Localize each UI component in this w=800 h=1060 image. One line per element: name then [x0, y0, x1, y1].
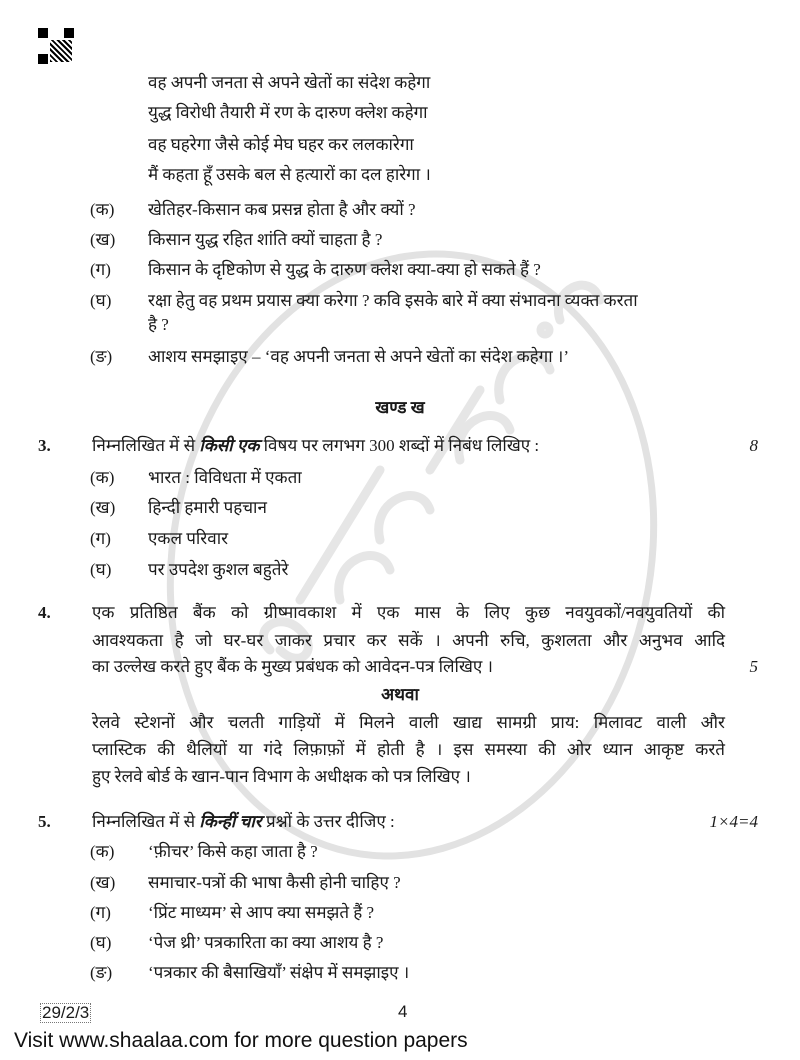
item-label: (ग) [90, 903, 111, 922]
item-label: (क) [90, 468, 115, 487]
question-text: ‘फ़ीचर’ किसे कहा जाता है ? [148, 842, 318, 861]
item-label: (ग) [90, 260, 111, 279]
item-label: (ख) [90, 498, 116, 517]
question-line: का उल्लेख करते हुए बैंक के मुख्य प्रबंधक को आवेदन-पत्र लिखिए । [92, 657, 493, 676]
essay-topic: हिन्दी हमारी पहचान [148, 498, 267, 517]
question-number: 3. [38, 436, 51, 455]
question-text: खेतिहर-किसान कब प्रसन्न होता है और क्यों ? [148, 200, 416, 219]
essay-topic: पर उपदेश कुशल बहुतेरे [148, 560, 289, 579]
marks: 8 [749, 436, 758, 455]
item-label: (ख) [90, 873, 116, 892]
prompt-emphasis: किन्हीं चार [199, 812, 262, 831]
page-number: 4 [398, 1002, 408, 1021]
question-text: ‘पत्रकार की बैसाखियाँ’ संक्षेप में समझाइए । [148, 963, 410, 982]
paper-code: 29/2/3 [42, 1003, 90, 1022]
prompt-text: प्रश्नों के उत्तर दीजिए : [261, 812, 395, 831]
poem-line: वह अपनी जनता से अपने खेतों का संदेश कहेगा [148, 73, 431, 92]
poem-line: वह घहरेगा जैसे कोई मेघ घहर कर ललकारेगा [148, 135, 414, 154]
item-label: (घ) [90, 560, 112, 579]
item-label: (क) [90, 842, 115, 861]
question-text: किसान युद्ध रहित शांति क्यों चाहता है ? [148, 230, 383, 249]
marks: 1×4=4 [709, 812, 758, 831]
prompt-text: निम्नलिखित में से [92, 436, 200, 455]
question-line: प्लास्टिक की थैलियों या गंदे लिफ़ाफ़ों में होती है । इस समस्या की ओर ध्यान आकृष्ट करते [92, 740, 725, 759]
section-title: खण्ड ख [375, 398, 425, 417]
website-footer-link[interactable]: Visit www.shaalaa.com for more question papers [14, 1029, 468, 1052]
question-prompt [92, 435, 539, 457]
poem-line: मैं कहता हूँ उसके बल से हत्यारों का दल हारेगा । [148, 165, 431, 184]
item-label: (ङ) [90, 347, 113, 366]
question-text: किसान के दृष्टिकोण से युद्ध के दारुण क्लेश क्या-क्या हो सकते हैं ? [148, 260, 541, 279]
question-number: 5. [38, 812, 51, 831]
item-label: (घ) [90, 933, 112, 952]
poem-line: युद्ध विरोधी तैयारी में रण के दारुण क्लेश कहेगा [148, 103, 428, 122]
prompt-emphasis: किसी एक [199, 436, 260, 455]
item-label: (ङ) [90, 963, 113, 982]
item-label: (घ) [90, 291, 112, 310]
prompt-text: विषय पर लगभग 300 शब्दों में निबंध लिखिए : [259, 436, 540, 455]
essay-topic: भारत : विविधता में एकता [148, 468, 302, 487]
question-text: ‘पेज थ्री’ पत्रकारिता का क्या आशय है ? [148, 933, 384, 952]
question-text: ‘प्रिंट माध्यम’ से आप क्या समझते हैं ? [148, 903, 375, 922]
qr-code-icon [38, 28, 74, 64]
question-text: समाचार-पत्रों की भाषा कैसी होनी चाहिए ? [148, 873, 401, 892]
item-label: (क) [90, 200, 115, 219]
question-text-continued: है ? [148, 315, 169, 334]
item-label: (ग) [90, 529, 111, 548]
or-label: अथवा [381, 685, 419, 704]
prompt-text: निम्नलिखित में से [92, 812, 200, 831]
question-number: 4. [38, 603, 51, 622]
item-label: (ख) [90, 230, 116, 249]
question-text: रक्षा हेतु वह प्रथम प्रयास क्या करेगा ? कवि इसके बारे में क्या संभावना व्यक्त करता [148, 291, 638, 310]
essay-topic: एकल परिवार [148, 529, 229, 548]
question-line: एक प्रतिष्ठित बैंक को ग्रीष्मावकाश में एक मास के लिए कुछ नवयुवकों/नवयुवतियों की [92, 603, 725, 622]
marks: 5 [749, 657, 758, 676]
question-line: रेलवे स्टेशनों और चलती गाड़ियों में मिलने वाली खाद्य सामग्री प्राय: मिलावट वाली और [92, 713, 725, 732]
question-line: आवश्यकता है जो घर-घर जाकर प्रचार कर सकें । अपनी रुचि, कुशलता और अनुभव आदि [92, 631, 725, 650]
question-prompt [92, 811, 395, 833]
question-line: हुए रेलवे बोर्ड के खान-पान विभाग के अधीक्षक को पत्र लिखिए । [92, 767, 471, 786]
question-text: आशय समझाइए – ‘वह अपनी जनता से अपने खेतों का संदेश कहेगा ।’ [148, 347, 569, 366]
